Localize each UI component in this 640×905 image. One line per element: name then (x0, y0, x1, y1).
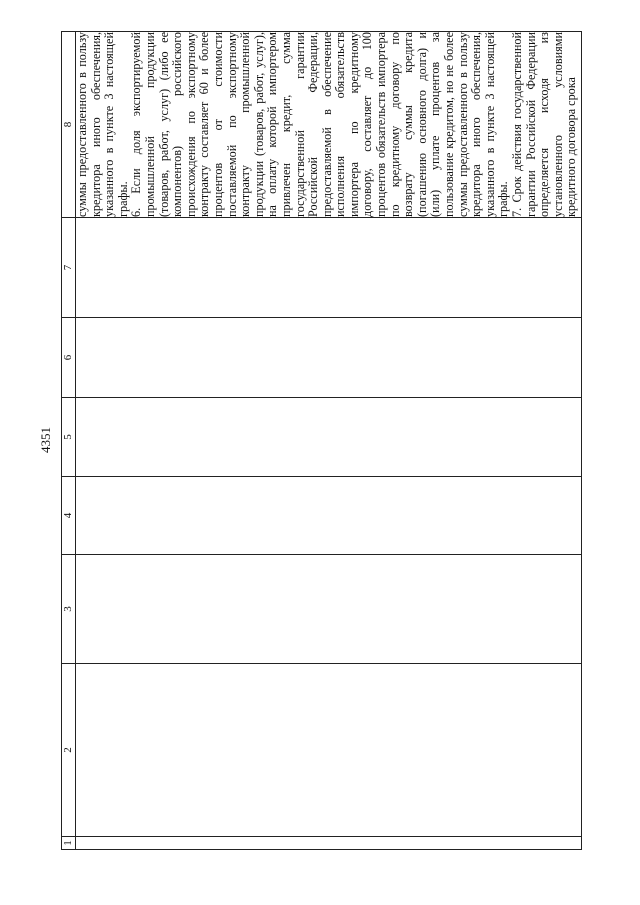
column-header-3: 3 (62, 555, 76, 664)
cell-col-2 (76, 664, 582, 837)
cell-col-7 (76, 218, 582, 318)
cell-col-1 (76, 837, 582, 850)
cell-col-6 (76, 318, 582, 398)
cell-col-4 (76, 477, 582, 555)
paragraph-7: 7. Срок действия государственной гарантии Российской Федерации определяется исходя из установленного условиями кредитного договора срока (510, 32, 579, 217)
table-body-row (76, 32, 582, 850)
page-number: 4351 (38, 427, 53, 453)
column-header-2: 2 (62, 664, 76, 837)
paragraph-continuation: суммы предоставленного в пользу кредитора иного обеспечения, указанного в пункте 3 настоящей графы. (75, 32, 130, 217)
cell-col-5 (76, 398, 582, 477)
table-header-row (62, 32, 76, 850)
column-header-5: 5 (62, 398, 76, 477)
cell-col-8 (76, 32, 582, 218)
column-header-6: 6 (62, 318, 76, 398)
column-header-1: 1 (62, 837, 76, 850)
rotated-table-container (61, 32, 580, 850)
cell-col-3 (76, 555, 582, 664)
document-table (61, 31, 582, 850)
column-header-7: 7 (62, 218, 76, 318)
column-header-4: 4 (62, 477, 76, 555)
paragraph-6: 6. Если доля экспортируемой промышленной продукции (товаров, работ, услуг) (либо ее компонентов) российского происхождения по экспортному контракту составляет 60 и более процентов от стоимости поставляемой по экспортному контракту промышленной продукции (товаров, работ, услуг), на оплату которой импортером привлечен кредит, сумма государственной гарантии Российской Федерации, предоставляемой в обеспечение исполнения обязательств импортера по кредитному договору, составляет до 100 процентов обязательств импортера по кредитному договору по возврату суммы кредита (погашению основного долга) и (или) уплате процентов за пользование кредитом, но не более суммы предоставленного в пользу кредитора иного обеспечения, указанного в пункте 3 настоящей графы. (129, 32, 511, 217)
column-header-8: 8 (62, 32, 76, 218)
